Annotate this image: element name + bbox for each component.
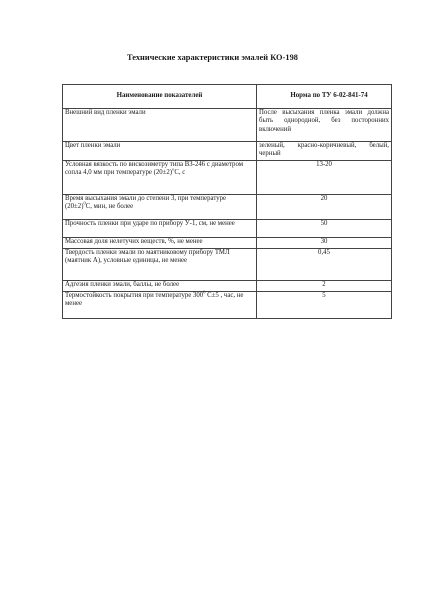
table-row (63, 292, 392, 319)
table-header-row (63, 85, 392, 109)
row-value: После высыхания пленка эмали должна быть однородной, без посторонних включений (257, 109, 392, 142)
row-name: Условная вязкость по вискозиметру типа ВЗ-246 с диаметром сопла 4,0 мм при температуре $(20\pm 2)^оС$, с (63, 161, 257, 195)
row-name: Прочность пленки при ударе по прибору У-1, см, не менее (63, 220, 257, 238)
table-row (63, 220, 392, 238)
row-value: 0,45 (257, 249, 392, 281)
table-row (63, 249, 392, 281)
row-name: Массовая доля нелетучих веществ, %, не менее (63, 238, 257, 249)
table-row (63, 142, 392, 161)
spec-table (62, 84, 392, 319)
row-value: 50 (257, 220, 392, 238)
document-title: Технические характеристики эмалей КО-198 (127, 53, 298, 62)
table-row (63, 238, 392, 249)
table-row (63, 161, 392, 195)
row-value: 30 (257, 238, 392, 249)
row-name: Цвет пленки эмали (63, 142, 257, 161)
row-name: Твердость пленки эмали по маятниковому прибору ТМЛ (маятник А), условные единицы, не менее (63, 249, 257, 281)
row-name: Термостойкость покрытия при температуре $300^0$ С±5 , час, не менее (63, 292, 257, 319)
row-value: 20 (257, 195, 392, 220)
row-value: зеленый, красно-коричневый, белый, черный (257, 142, 392, 161)
header-norm: Норма по ТУ 6-02-841-74 (257, 85, 392, 109)
header-name: Наименование показателей (63, 85, 257, 109)
row-name: Внешний вид пленки эмали (63, 109, 257, 142)
row-name: Время высыхания эмали до степени 3, при температуре $(20\pm 2)^0С$, мин, не более (63, 195, 257, 220)
table-row (63, 281, 392, 292)
table-row (63, 109, 392, 142)
row-value: 2 (257, 281, 392, 292)
row-name: Адгезия пленки эмали, баллы, не более (63, 281, 257, 292)
table-row (63, 195, 392, 220)
row-value: 5 (257, 292, 392, 319)
row-value: 13-20 (257, 161, 392, 195)
